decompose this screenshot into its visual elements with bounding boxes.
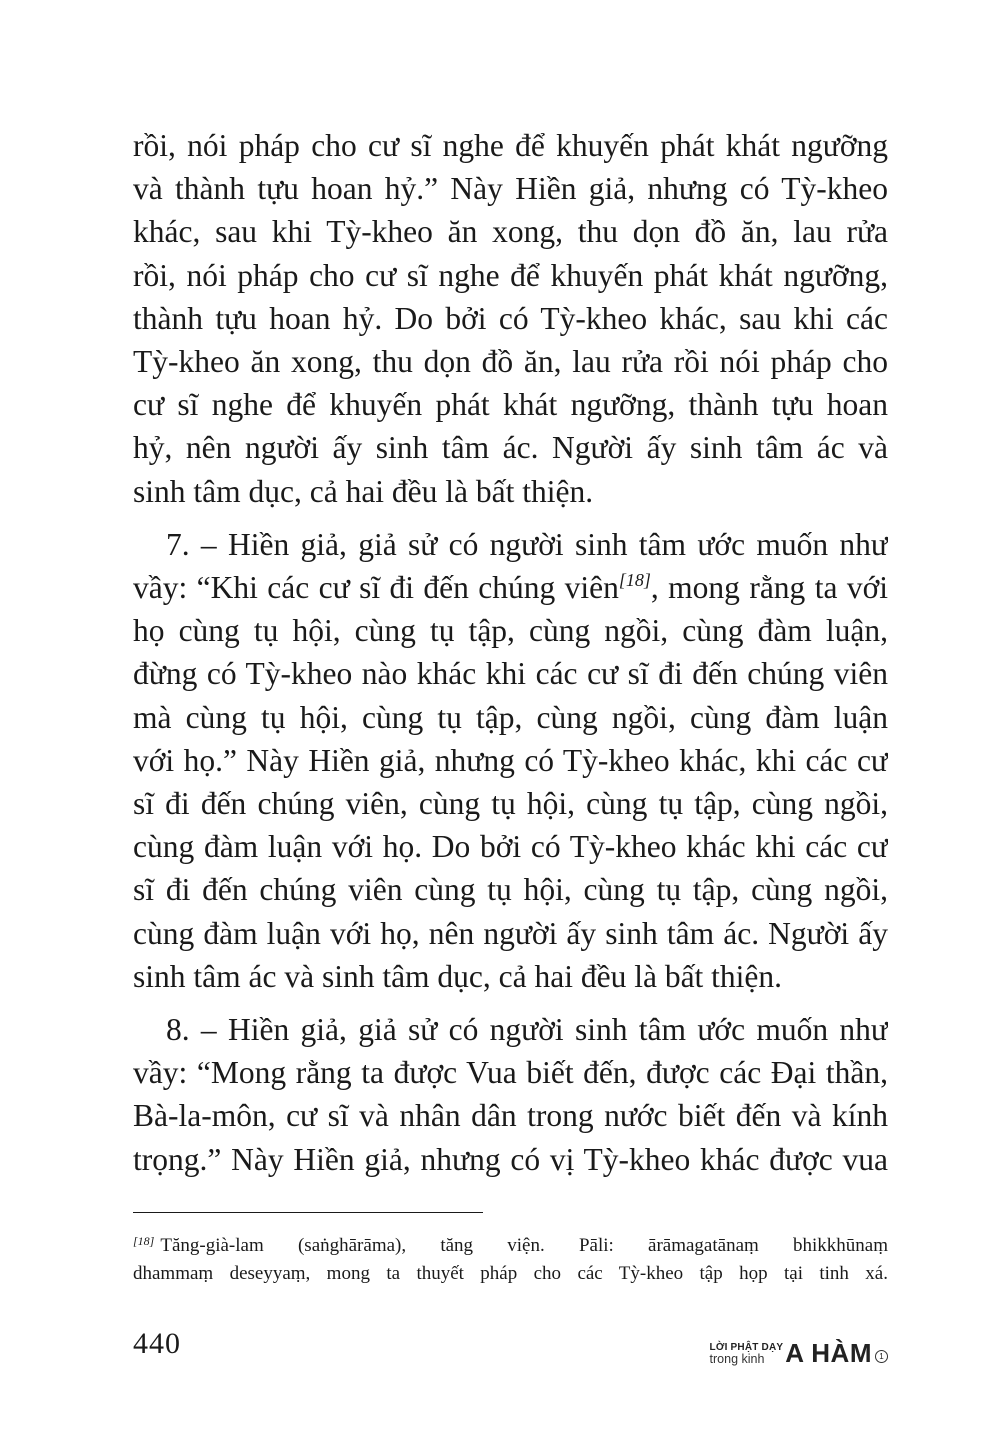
- text-line: khác, sau khi Tỳ-kheo ăn xong, thu dọn đồ ăn, lau rửa: [133, 214, 888, 250]
- text-line: trọng.” Này Hiền giả, nhưng có vị Tỳ-kheo khác được vua: [133, 1141, 888, 1177]
- paragraph-2: [133, 523, 888, 998]
- footnote-text: Tăng-già-lam (saṅghārāma), tăng viện. Pāli: ārāmagatānaṃ bhikkhūnaṃ: [160, 1235, 888, 1256]
- footnote-divider: [133, 1212, 483, 1213]
- page-number: 440: [133, 1327, 181, 1360]
- text-line: Bà-la-môn, cư sĩ và nhân dân trong nước biết đến và kính: [133, 1098, 888, 1134]
- text-line: cùng đàm luận với họ. Do bởi có Tỳ-kheo khác khi các cư: [133, 829, 888, 865]
- text-segment: , mong rằng ta với: [650, 570, 888, 606]
- text-line: sĩ đi đến chúng viên, cùng tụ hội, cùng tụ tập, cùng ngồi,: [133, 786, 888, 822]
- text-line: thành tựu hoan hỷ. Do bởi có Tỳ-kheo khác, sau khi các: [133, 300, 888, 336]
- text-line: sinh tâm dục, cả hai đều là bất thiện.: [133, 473, 594, 509]
- footnote-marker: [18]: [133, 1234, 155, 1248]
- text-line: cư sĩ nghe để khuyến phát khát ngưỡng, thành tựu hoan: [133, 387, 888, 423]
- footnote-ref-18[interactable]: [18]: [618, 570, 651, 591]
- footnote-line: [133, 1232, 888, 1260]
- text-line: 7. – Hiền giả, giả sử có người sinh tâm ước muốn như: [166, 526, 888, 562]
- text-line: 8. – Hiền giả, giả sử có người sinh tâm ước muốn như: [166, 1012, 888, 1048]
- text-line: cùng đàm luận với họ, nên người ấy sinh tâm ác. Người ấy: [133, 915, 888, 951]
- text-line: rồi, nói pháp cho cư sĩ nghe để khuyến phát khát ngưỡng: [133, 128, 888, 163]
- text-line: hỷ, nên người ấy sinh tâm ác. Người ấy sinh tâm ác và: [133, 430, 888, 466]
- text-line: mà cùng tụ hội, cùng tụ tập, cùng ngồi, cùng đàm luận: [133, 699, 888, 735]
- text-line: họ cùng tụ hội, cùng tụ tập, cùng ngồi, cùng đàm luận,: [133, 613, 888, 649]
- text-line: sĩ đi đến chúng viên cùng tụ hội, cùng tụ tập, cùng ngồi,: [133, 872, 888, 908]
- text-line: vầy: “Mong rằng ta được Vua biết đến, được các Đại thần,: [133, 1055, 888, 1091]
- logo-title: A HÀM: [785, 1338, 872, 1368]
- body-text: [133, 124, 888, 1181]
- text-line: sinh tâm ác và sinh tâm dục, cả hai đều là bất thiện.: [133, 958, 783, 994]
- logo-subtitle: [710, 1342, 784, 1366]
- text-line: Tỳ-kheo ăn xong, thu dọn đồ ăn, lau rửa rồi nói pháp cho: [133, 344, 888, 380]
- book-logo: [710, 1332, 888, 1366]
- logo-line-1: LỜI PHẬT DẠY: [709, 1342, 784, 1353]
- text-line-with-ref: [133, 566, 888, 609]
- volume-badge: 1: [875, 1350, 888, 1363]
- text-line: và thành tựu hoan hỷ.” Này Hiền giả, nhưng có Tỳ-kheo: [133, 171, 888, 207]
- text-line: rồi, nói pháp cho cư sĩ nghe để khuyến phát khát ngưỡng,: [133, 257, 888, 293]
- footnote-line: dhammaṃ deseyyaṃ, mong ta thuyết pháp cho các Tỳ-kheo tập họp tại tinh xá.: [133, 1263, 888, 1284]
- text-line: với họ.” Này Hiền giả, nhưng có Tỳ-kheo khác, khi các cư: [133, 742, 888, 778]
- footnote-18: [133, 1232, 888, 1288]
- paragraph-1: [133, 124, 888, 513]
- text-segment: vầy: “Khi các cư sĩ đi đến chúng viên: [133, 570, 619, 606]
- paragraph-3: [133, 1008, 888, 1181]
- logo-line-2: trong kinh: [709, 1352, 765, 1366]
- text-line: đừng có Tỳ-kheo nào khác khi các cư sĩ đi đến chúng viên: [133, 656, 888, 692]
